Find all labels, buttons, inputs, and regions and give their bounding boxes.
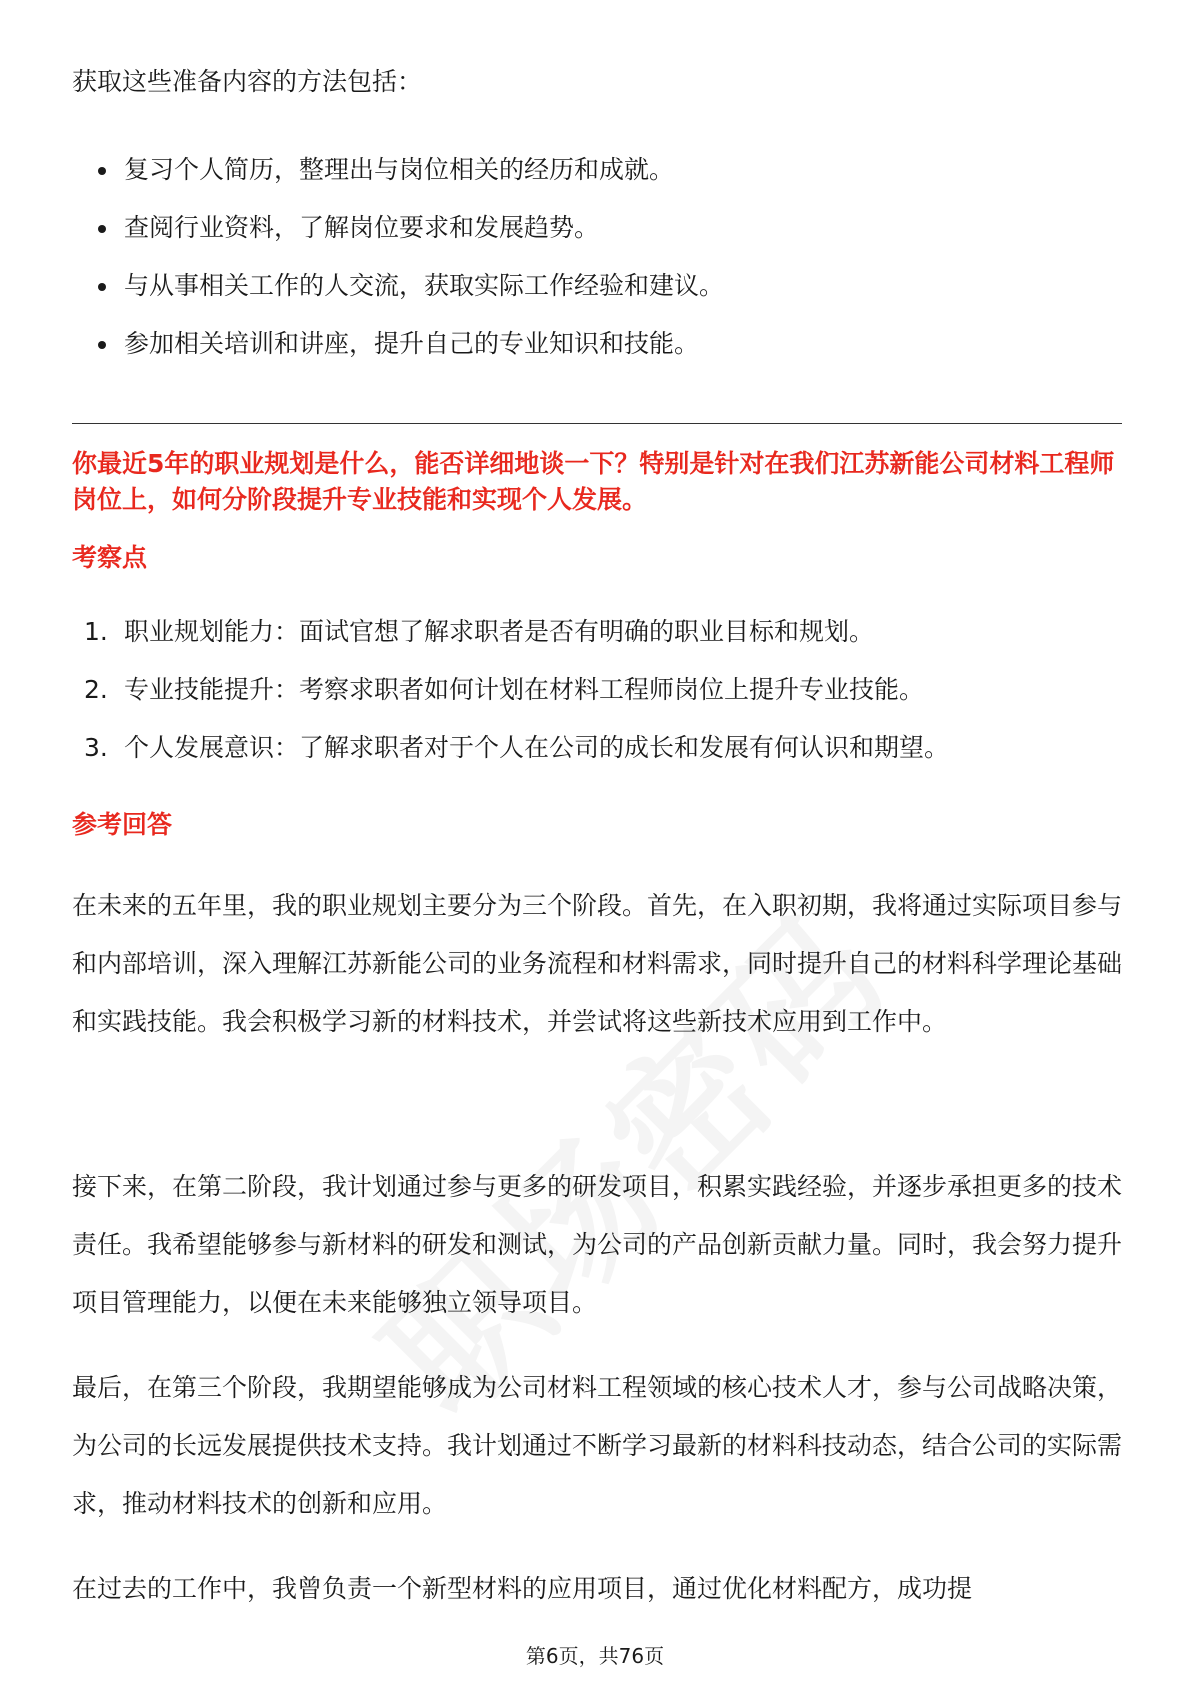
answer-heading: 参考回答 <box>72 810 173 839</box>
bullet-icon <box>98 283 106 291</box>
list-item: 2. 专业技能提升：考察求职者如何计划在材料工程师岗位上提升专业技能。 <box>84 675 925 704</box>
page-number: 第6页，共76页 <box>525 1644 665 1668</box>
list-item: 1. 职业规划能力：面试官想了解求职者是否有明确的职业目标和规划。 <box>84 617 875 646</box>
list-item: 与从事相关工作的人交流，获取实际工作经验和建议。 <box>72 266 724 324</box>
answer-paragraph: 接下来，在第二阶段，我计划通过参与更多的研发项目，积累实践经验，并逐步承担更多的技术责任。我希望能够参与新材料的研发和测试，为公司的产品创新贡献力量。同时，我会努力提升项目管理能力，以便在未来能够独立领导项目。 <box>72 1172 1123 1317</box>
interview-question: 你最近5年的职业规划是什么，能否详细地谈一下？特别是针对在我们江苏新能公司材料工程师岗位上，如何分阶段提升专业技能和实现个人发展。 <box>72 449 1115 514</box>
bullet-icon <box>98 341 106 349</box>
answer-paragraph: 在未来的五年里，我的职业规划主要分为三个阶段。首先，在入职初期，我将通过实际项目参与和内部培训，深入理解江苏新能公司的业务流程和材料需求，同时提升自己的材料科学理论基础和实践技能。我会积极学习新的材料技术，并尝试将这些新技术应用到工作中。 <box>72 891 1123 1036</box>
section-divider <box>72 423 1122 424</box>
answer-paragraph: 在过去的工作中，我曾负责一个新型材料的应用项目，通过优化材料配方，成功提 <box>72 1574 973 1603</box>
assessment-heading: 考察点 <box>72 543 148 572</box>
bullet-icon <box>98 225 106 233</box>
list-item: 3. 个人发展意识：了解求职者对于个人在公司的成长和发展有何认识和期望。 <box>84 733 950 762</box>
list-item: 查阅行业资料，了解岗位要求和发展趋势。 <box>72 208 724 266</box>
bullet-icon <box>98 167 106 175</box>
list-item: 复习个人简历，整理出与岗位相关的经历和成就。 <box>72 150 724 208</box>
prep-methods-list <box>72 150 724 382</box>
intro-text: 获取这些准备内容的方法包括： <box>72 67 423 96</box>
list-item: 参加相关培训和讲座，提升自己的专业知识和技能。 <box>72 324 724 382</box>
answer-paragraph: 最后，在第三个阶段，我期望能够成为公司材料工程领域的核心技术人才，参与公司战略决策，为公司的长远发展提供技术支持。我计划通过不断学习最新的材料科技动态，结合公司的实际需求，推动材料技术的创新和应用。 <box>72 1373 1123 1518</box>
assessment-points-list <box>72 612 949 786</box>
